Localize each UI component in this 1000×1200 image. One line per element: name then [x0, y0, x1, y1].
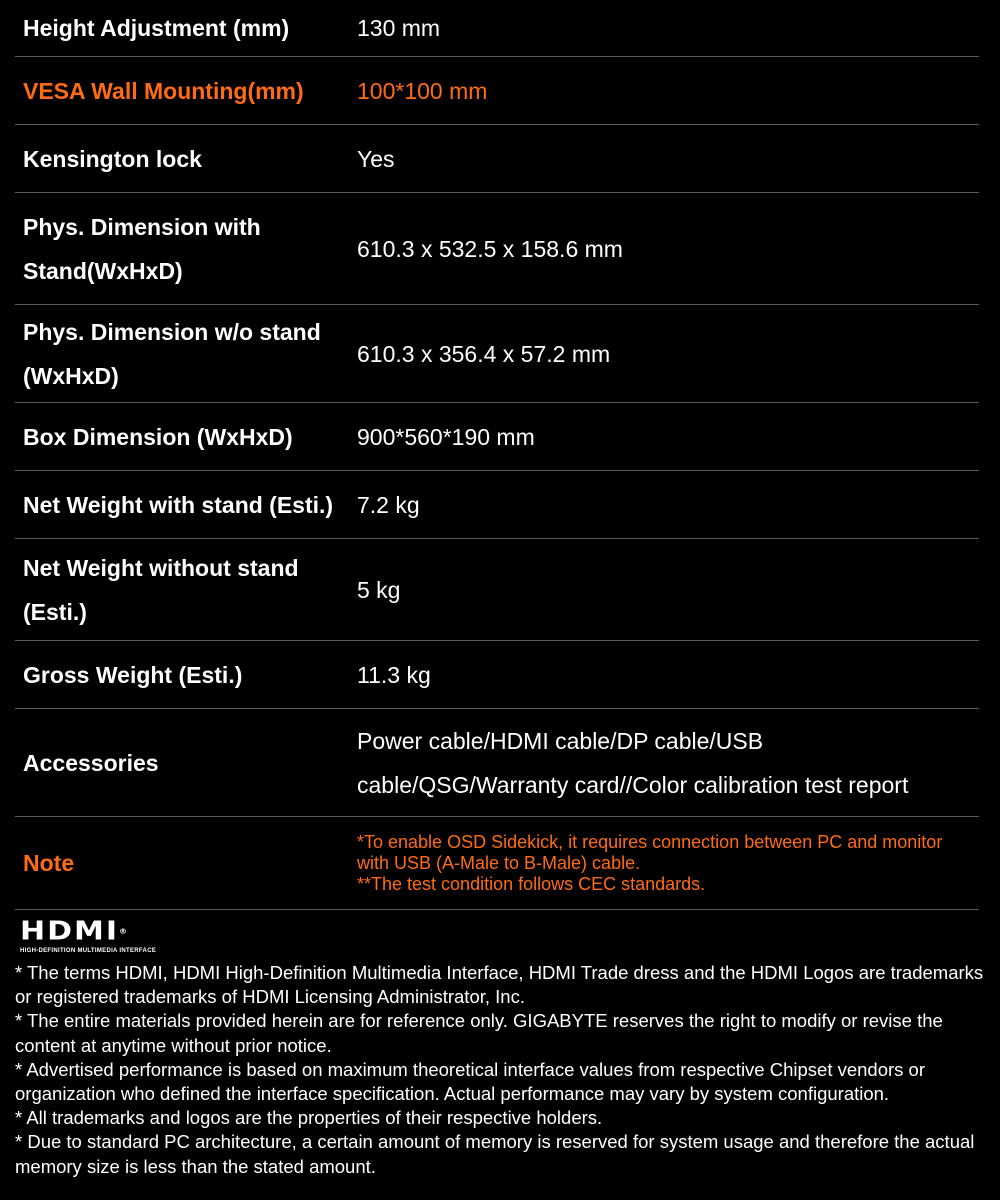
note-text [357, 832, 979, 895]
hdmi-logo [20, 916, 157, 954]
spec-label: Box Dimension (WxHxD) [23, 423, 293, 450]
spec-value: Power cable/HDMI cable/DP cable/USB cable/QSG/Warranty card//Color calibration test report [357, 727, 909, 798]
note-line: *To enable OSD Sidekick, it requires connection between PC and monitor with USB (A-Male to B-Male) cable. [357, 831, 943, 873]
spec-row-vesa [15, 57, 979, 125]
spec-value: 610.3 x 532.5 x 158.6 mm [357, 235, 623, 262]
footnote: * All trademarks and logos are the properties of their respective holders. [15, 1107, 603, 1129]
footnote: * The terms HDMI, HDMI High-Definition Multimedia Interface, HDMI Trade dress and the HDMI Logos are trademarks or registered trademarks of HDMI Licensing Administrator, Inc. [15, 962, 984, 1008]
hdmi-logo-word [20, 916, 156, 947]
spec-label: Accessories [23, 749, 159, 776]
footnote: * Advertised performance is based on maximum theoretical interface values from respective Chipset vendors or organization who defined the interface specification. Actual performance may vary by system configuration. [15, 1058, 926, 1105]
spec-label: Note [23, 850, 75, 876]
spec-label: Net Weight with stand (Esti.) [23, 491, 334, 518]
spec-label: Gross Weight (Esti.) [23, 661, 243, 688]
spec-value: 11.3 kg [357, 661, 431, 688]
spec-value: 130 mm [357, 15, 441, 41]
spec-row-note [15, 817, 979, 910]
spec-value: 5 kg [357, 576, 401, 603]
hdmi-logo-tagline: HIGH-DEFINITION MULTIMEDIA INTERFACE [20, 948, 157, 954]
spec-row-gross-weight [15, 641, 979, 709]
footnote: * Due to standard PC architecture, a certain amount of memory is reserved for system usage and therefore the actual memory size is less than the stated amount. [15, 1131, 975, 1177]
spec-value: 100*100 mm [357, 77, 488, 104]
spec-value: Yes [357, 145, 395, 172]
footnotes [15, 961, 985, 1179]
spec-value: 610.3 x 356.4 x 57.2 mm [357, 340, 611, 367]
spec-row-net-weight-without-stand [15, 539, 979, 641]
spec-value: 7.2 kg [357, 491, 420, 518]
footnote: * The entire materials provided herein are for reference only. GIGABYTE reserves the right to modify or revise the content at anytime without prior notice. [15, 1010, 943, 1056]
hdmi-logo-registered-mark: ® [119, 927, 130, 936]
spec-label: Phys. Dimension with Stand(WxHxD) [23, 213, 261, 284]
spec-row-box-dimension [15, 403, 979, 471]
spec-row-dimension-without-stand [15, 305, 979, 403]
note-line: **The test condition follows CEC standards. [357, 873, 706, 894]
spec-row-net-weight-with-stand [15, 471, 979, 539]
spec-label: Net Weight without stand (Esti.) [23, 554, 299, 625]
spec-row-kensington [15, 125, 979, 193]
hdmi-logo-text: HDMI [20, 916, 120, 947]
spec-label: Phys. Dimension w/o stand (WxHxD) [23, 318, 321, 389]
spec-label: Kensington lock [23, 145, 202, 172]
spec-row-accessories [15, 709, 979, 817]
spec-row-dimension-with-stand [15, 193, 979, 305]
spec-row-height-adjustment [15, 0, 979, 57]
spec-table [15, 0, 979, 910]
spec-value: 900*560*190 mm [357, 423, 535, 450]
spec-label: VESA Wall Mounting(mm) [23, 77, 304, 104]
spec-label: Height Adjustment (mm) [23, 15, 290, 41]
